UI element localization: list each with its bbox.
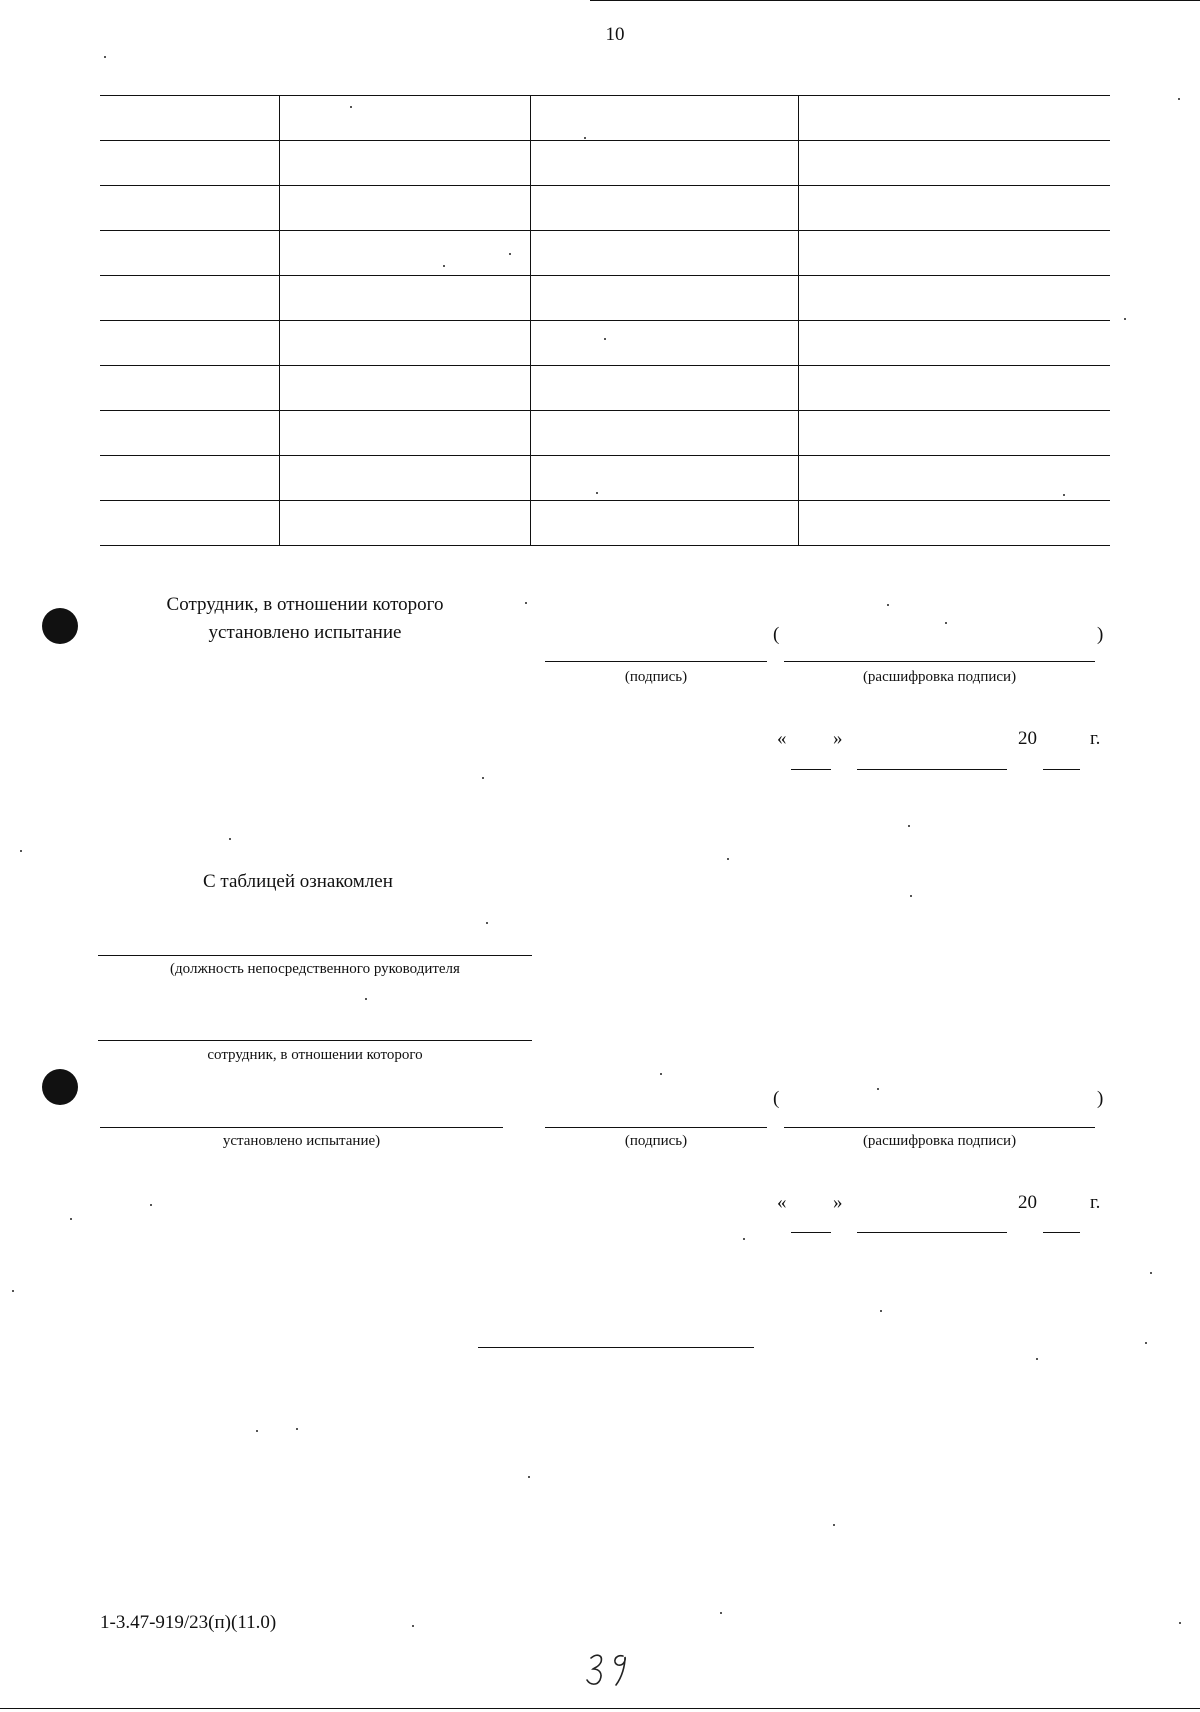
table-column-line xyxy=(798,95,799,546)
employee-heading-line2: установлено испытание xyxy=(208,622,402,643)
evaluation-table xyxy=(0,0,1200,560)
date-day-line[interactable] xyxy=(791,1232,831,1233)
scan-speck xyxy=(596,492,598,494)
table-row-line xyxy=(100,455,1110,456)
signature-decoding-line[interactable] xyxy=(784,661,1095,662)
table-row-line xyxy=(100,365,1110,366)
scan-speck xyxy=(12,1290,14,1292)
scan-speck xyxy=(296,1428,298,1430)
table-row-line xyxy=(100,140,1110,141)
scan-speck xyxy=(887,604,889,606)
scan-speck xyxy=(20,850,22,852)
scan-speck xyxy=(945,622,947,624)
scan-speck xyxy=(229,838,231,840)
scan-speck xyxy=(1063,494,1065,496)
scan-speck xyxy=(1150,1272,1152,1274)
scan-speck xyxy=(482,777,484,779)
scan-speck xyxy=(104,56,106,58)
date-close-quote: » xyxy=(833,1192,843,1213)
scan-speck xyxy=(350,106,352,108)
scan-speck xyxy=(70,1218,72,1220)
scan-speck xyxy=(908,825,910,827)
paren-close: ) xyxy=(1097,624,1104,645)
decoding-caption: (расшифровка подписи) xyxy=(862,669,1017,685)
decoding-caption: (расшифровка подписи) xyxy=(862,1133,1017,1149)
scan-speck xyxy=(833,1524,835,1526)
scan-speck xyxy=(1036,1358,1038,1360)
date-close-quote: » xyxy=(833,728,843,749)
date-day-line[interactable] xyxy=(791,769,831,770)
year-prefix: 20 xyxy=(1018,728,1037,749)
table-row-line xyxy=(100,320,1110,321)
table-column-line xyxy=(530,95,531,546)
paren-close: ) xyxy=(1097,1088,1104,1109)
scan-speck xyxy=(877,1088,879,1090)
handwritten-page-number xyxy=(585,1650,635,1690)
year-prefix: 20 xyxy=(1018,1192,1037,1213)
punch-hole xyxy=(42,608,78,644)
table-row-line xyxy=(100,230,1110,231)
signature-caption: (подпись) xyxy=(624,1133,688,1149)
scan-speck xyxy=(528,1476,530,1478)
scan-speck xyxy=(1145,1342,1147,1344)
date-year-line[interactable] xyxy=(1043,1232,1080,1233)
date-month-line[interactable] xyxy=(857,769,1007,770)
scan-speck xyxy=(150,1204,152,1206)
signature-decoding-line[interactable] xyxy=(784,1127,1095,1128)
scan-speck xyxy=(509,253,511,255)
table-column-line xyxy=(279,95,280,546)
manager-position-line-2[interactable] xyxy=(98,1040,532,1041)
footer-code: 1-3.47-919/23(п)(11.0) xyxy=(100,1612,277,1633)
bottom-edge-line xyxy=(0,1708,1200,1709)
employee-heading-line1: Сотрудник, в отношении которого xyxy=(166,594,444,615)
employee-caption-line1: сотрудник, в отношении которого xyxy=(207,1047,423,1063)
employee-line[interactable] xyxy=(100,1127,503,1128)
scan-speck xyxy=(660,1073,662,1075)
signature-line[interactable] xyxy=(545,1127,767,1128)
acknowledgement-heading: С таблицей ознакомлен xyxy=(203,871,393,892)
scan-speck xyxy=(1179,1622,1181,1624)
year-suffix: г. xyxy=(1090,728,1101,749)
punch-hole xyxy=(42,1069,78,1105)
scan-speck xyxy=(256,1430,258,1432)
table-row-line xyxy=(100,185,1110,186)
separator-line xyxy=(478,1347,754,1348)
table-row-line xyxy=(100,95,1110,96)
employee-caption-line2: установлено испытание) xyxy=(222,1133,381,1149)
scan-speck xyxy=(720,1612,722,1614)
scan-speck xyxy=(525,602,527,604)
signature-caption: (подпись) xyxy=(624,669,688,685)
scan-speck xyxy=(743,1238,745,1240)
date-open-quote: « xyxy=(777,728,787,749)
date-month-line[interactable] xyxy=(857,1232,1007,1233)
table-row-line xyxy=(100,410,1110,411)
scan-speck xyxy=(486,922,488,924)
scan-speck xyxy=(727,858,729,860)
scan-speck xyxy=(584,137,586,139)
manager-position-line[interactable] xyxy=(98,955,532,956)
page-number: 10 xyxy=(605,24,625,45)
table-row-line xyxy=(100,545,1110,546)
scan-speck xyxy=(443,265,445,267)
scan-speck xyxy=(1178,98,1180,100)
year-suffix: г. xyxy=(1090,1192,1101,1213)
scan-speck xyxy=(1124,318,1126,320)
scan-speck xyxy=(365,998,367,1000)
scan-speck xyxy=(412,1625,414,1627)
paren-open: ( xyxy=(773,1088,780,1109)
manager-position-caption: (должность непосредственного руководителя xyxy=(170,961,460,977)
date-year-line[interactable] xyxy=(1043,769,1080,770)
table-row-line xyxy=(100,500,1110,501)
signature-line[interactable] xyxy=(545,661,767,662)
paren-open: ( xyxy=(773,624,780,645)
table-row-line xyxy=(100,275,1110,276)
scan-speck xyxy=(910,895,912,897)
date-open-quote: « xyxy=(777,1192,787,1213)
scan-speck xyxy=(604,338,606,340)
scan-speck xyxy=(880,1310,882,1312)
